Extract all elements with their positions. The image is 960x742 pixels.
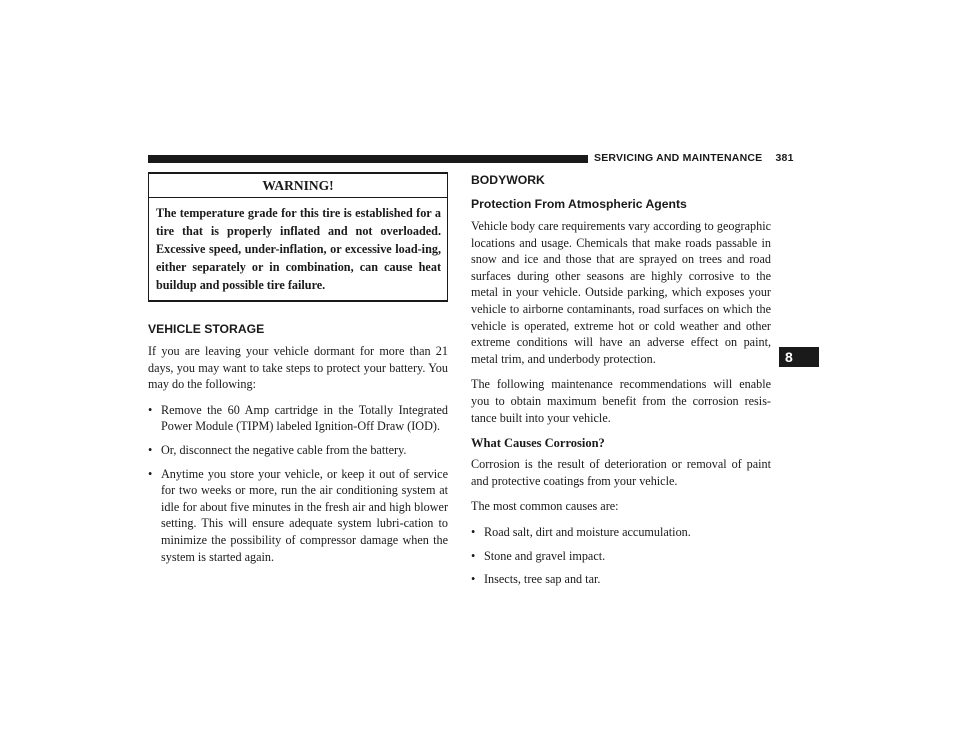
page-number: 381 <box>775 152 794 164</box>
vehicle-storage-intro: If you are leaving your vehicle dormant for more than 21 days, you may want to take steps to protect your battery. You may do the following: <box>148 344 448 392</box>
protection-subheading: Protection From Atmospheric Agents <box>471 197 687 211</box>
right-column <box>471 172 771 595</box>
chapter-tab <box>779 347 819 367</box>
maintenance-paragraph: The following maintenance recommendations will enable you to obtain maximum benefit from the corrosion resis-tance built into your vehicle. <box>471 377 771 425</box>
bodywork-paragraph: Vehicle body care requirements vary according to geographic locations and usage. Chemicals that make roads passable in snow and ice and those that are sprayed on trees and road surfaces during other seasons are highly corrosive to the metal in your vehicle. Outside parking, which exposes your vehicle to airborne contaminants, road surfaces on which the vehicle is operated, extreme hot or cold weather and other extreme conditions will have an adverse effect on paint, metal trim, and underbody protection. <box>471 219 771 366</box>
chapter-number: 8 <box>785 349 793 365</box>
warning-box <box>148 172 448 302</box>
section-title: SERVICING AND MAINTENANCE <box>594 152 763 164</box>
list-item: • Or, disconnect the negative cable from the battery. <box>148 442 407 457</box>
vehicle-storage-heading: VEHICLE STORAGE <box>148 322 265 336</box>
list-item: • Anytime you store your vehicle, or keep it out of service for two weeks or more, run the air conditioning system at idle for about five minutes in the fresh air and high blower setting. This will ensure adequate system lubri-cation to minimize the possibility of compressor damage when the system is started again. <box>148 466 448 564</box>
list-item: • Insects, tree sap and tar. <box>471 572 601 587</box>
list-item: • Stone and gravel impact. <box>471 548 606 563</box>
bodywork-heading: BODYWORK <box>471 173 545 187</box>
warning-title: WARNING! <box>149 174 447 198</box>
warning-text: The temperature grade for this tire is established for a tire that is properly inflated and not overloaded. Excessive speed, under-inflation, or excessive load-ing, either separately or in combination, can cause heat buildup and possible tire failure. <box>156 206 441 292</box>
corrosion-paragraph: Corrosion is the result of deterioration or removal of paint and protective coatings from your vehicle. <box>471 457 771 488</box>
left-column <box>148 172 448 572</box>
corrosion-heading: What Causes Corrosion? <box>471 436 605 451</box>
list-item: • Road salt, dirt and moisture accumulation. <box>471 524 691 539</box>
list-item: • Remove the 60 Amp cartridge in the Totally Integrated Power Module (TIPM) labeled Ignition-Off Draw (IOD). <box>148 402 448 434</box>
vehicle-storage-list <box>148 402 448 565</box>
header-rule <box>148 155 588 163</box>
causes-list <box>471 524 771 588</box>
running-head <box>594 152 794 164</box>
causes-intro: The most common causes are: <box>471 499 619 514</box>
